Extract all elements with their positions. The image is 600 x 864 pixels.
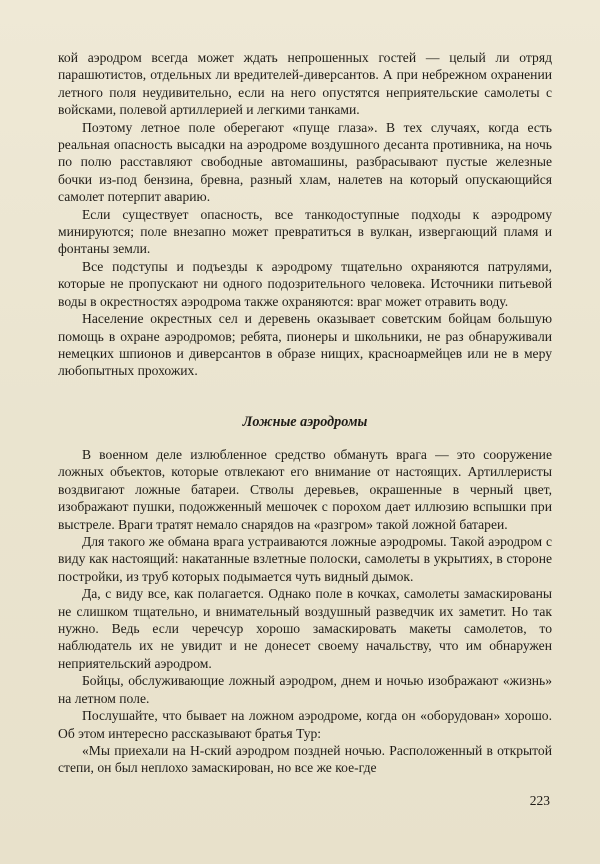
paragraph: Для такого же обмана врага устраиваются ложные аэродромы. Такой аэродром с виду как настоящий: накатанные взлетные полоски, самолеты в укрытиях, в стороне постройки, из труб которых подымается чуть видный дымок.	[58, 534, 552, 584]
paragraph: Население окрестных сел и деревень оказывает советским бойцам большую помощь в охране аэродромов; ребята, пионеры и школьники, не раз обнаруживали немецких шпионов и диверсантов в образе нищих, красноармейцев или не в меру любопытных прохожих.	[58, 311, 552, 379]
paragraph: «Мы приехали на Н-ский аэродром поздней ночью. Расположенный в открытой степи, он был неплохо замаскирован, но все же кое-где	[58, 742, 552, 776]
paragraph: Да, с виду все, как полагается. Однако поле в кочках, самолеты замаскированы не слишком тщательно, и внимательный воздушный разведчик их заметит. Но так нужно. Ведь если черечсур хорошо замаскировать макеты самолетов, то наблюдатель их не увидит и не донесет своему начальству, что им обнаружен неприятельский аэродром.	[58, 586, 552, 671]
text-section-airfield-protection	[58, 49, 552, 380]
paragraph: Послушайте, что бывает на ложном аэродроме, когда он «оборудован» хорошо. Об этом интересно рассказывают братья Тур:	[58, 708, 552, 741]
paragraph: Все подступы и подъезды к аэродрому тщательно охраняются патрулями, которые не пропускают ни одного подозрительного человека. Источники питьевой воды в окрестностях аэродрома также охраняются: враг может отравить воду.	[58, 258, 552, 309]
paragraph: Если существует опасность, все танкодоступные подходы к аэродрому минируются; поле внезапно может превратиться в вулкан, извергающий пламя и фонтаны земли.	[58, 206, 552, 257]
paragraph: Поэтому летное поле оберегают «пуще глаза». В тех случаях, когда есть реальная опасность высадки на аэродроме воздушного десанта противника, на ночь по полю расставляют свободные автомашины, разбрасывают пустые железные бочки из-под бензина, бревна, разный хлам, налетев на который опускающийся самолет потерпит аварию.	[58, 119, 552, 205]
paragraph: кой аэродром всегда может ждать непрошенных гостей — целый ли отряд парашютистов, отдельных ли вредителей-диверсантов. А при небрежном охранении летного поля неудивительно, если на него опустятся неприятельские самолеты с войсками, полевой артиллерией и легкими танками.	[58, 50, 552, 118]
paragraph: В военном деле излюбленное средство обмануть врага — это сооружение ложных объектов, которые отвлекают его внимание от настоящих. Артиллеристы воздвигают ложные батареи. Стволы деревьев, окрашенные в черный цвет, изображают пушки, подожженный мешочек с порохом дает иллюзию вспышки при выстреле. Враги тратят немало снарядов на «разгром» такой ложной батареи.	[58, 447, 552, 532]
page-number: 223	[529, 793, 550, 808]
paragraph: Бойцы, обслуживающие ложный аэродром, днем и ночью изображают «жизнь» на летном поле.	[58, 673, 552, 706]
section-heading: Ложные аэродромы	[242, 414, 368, 430]
text-section-false-airfields	[58, 446, 552, 777]
